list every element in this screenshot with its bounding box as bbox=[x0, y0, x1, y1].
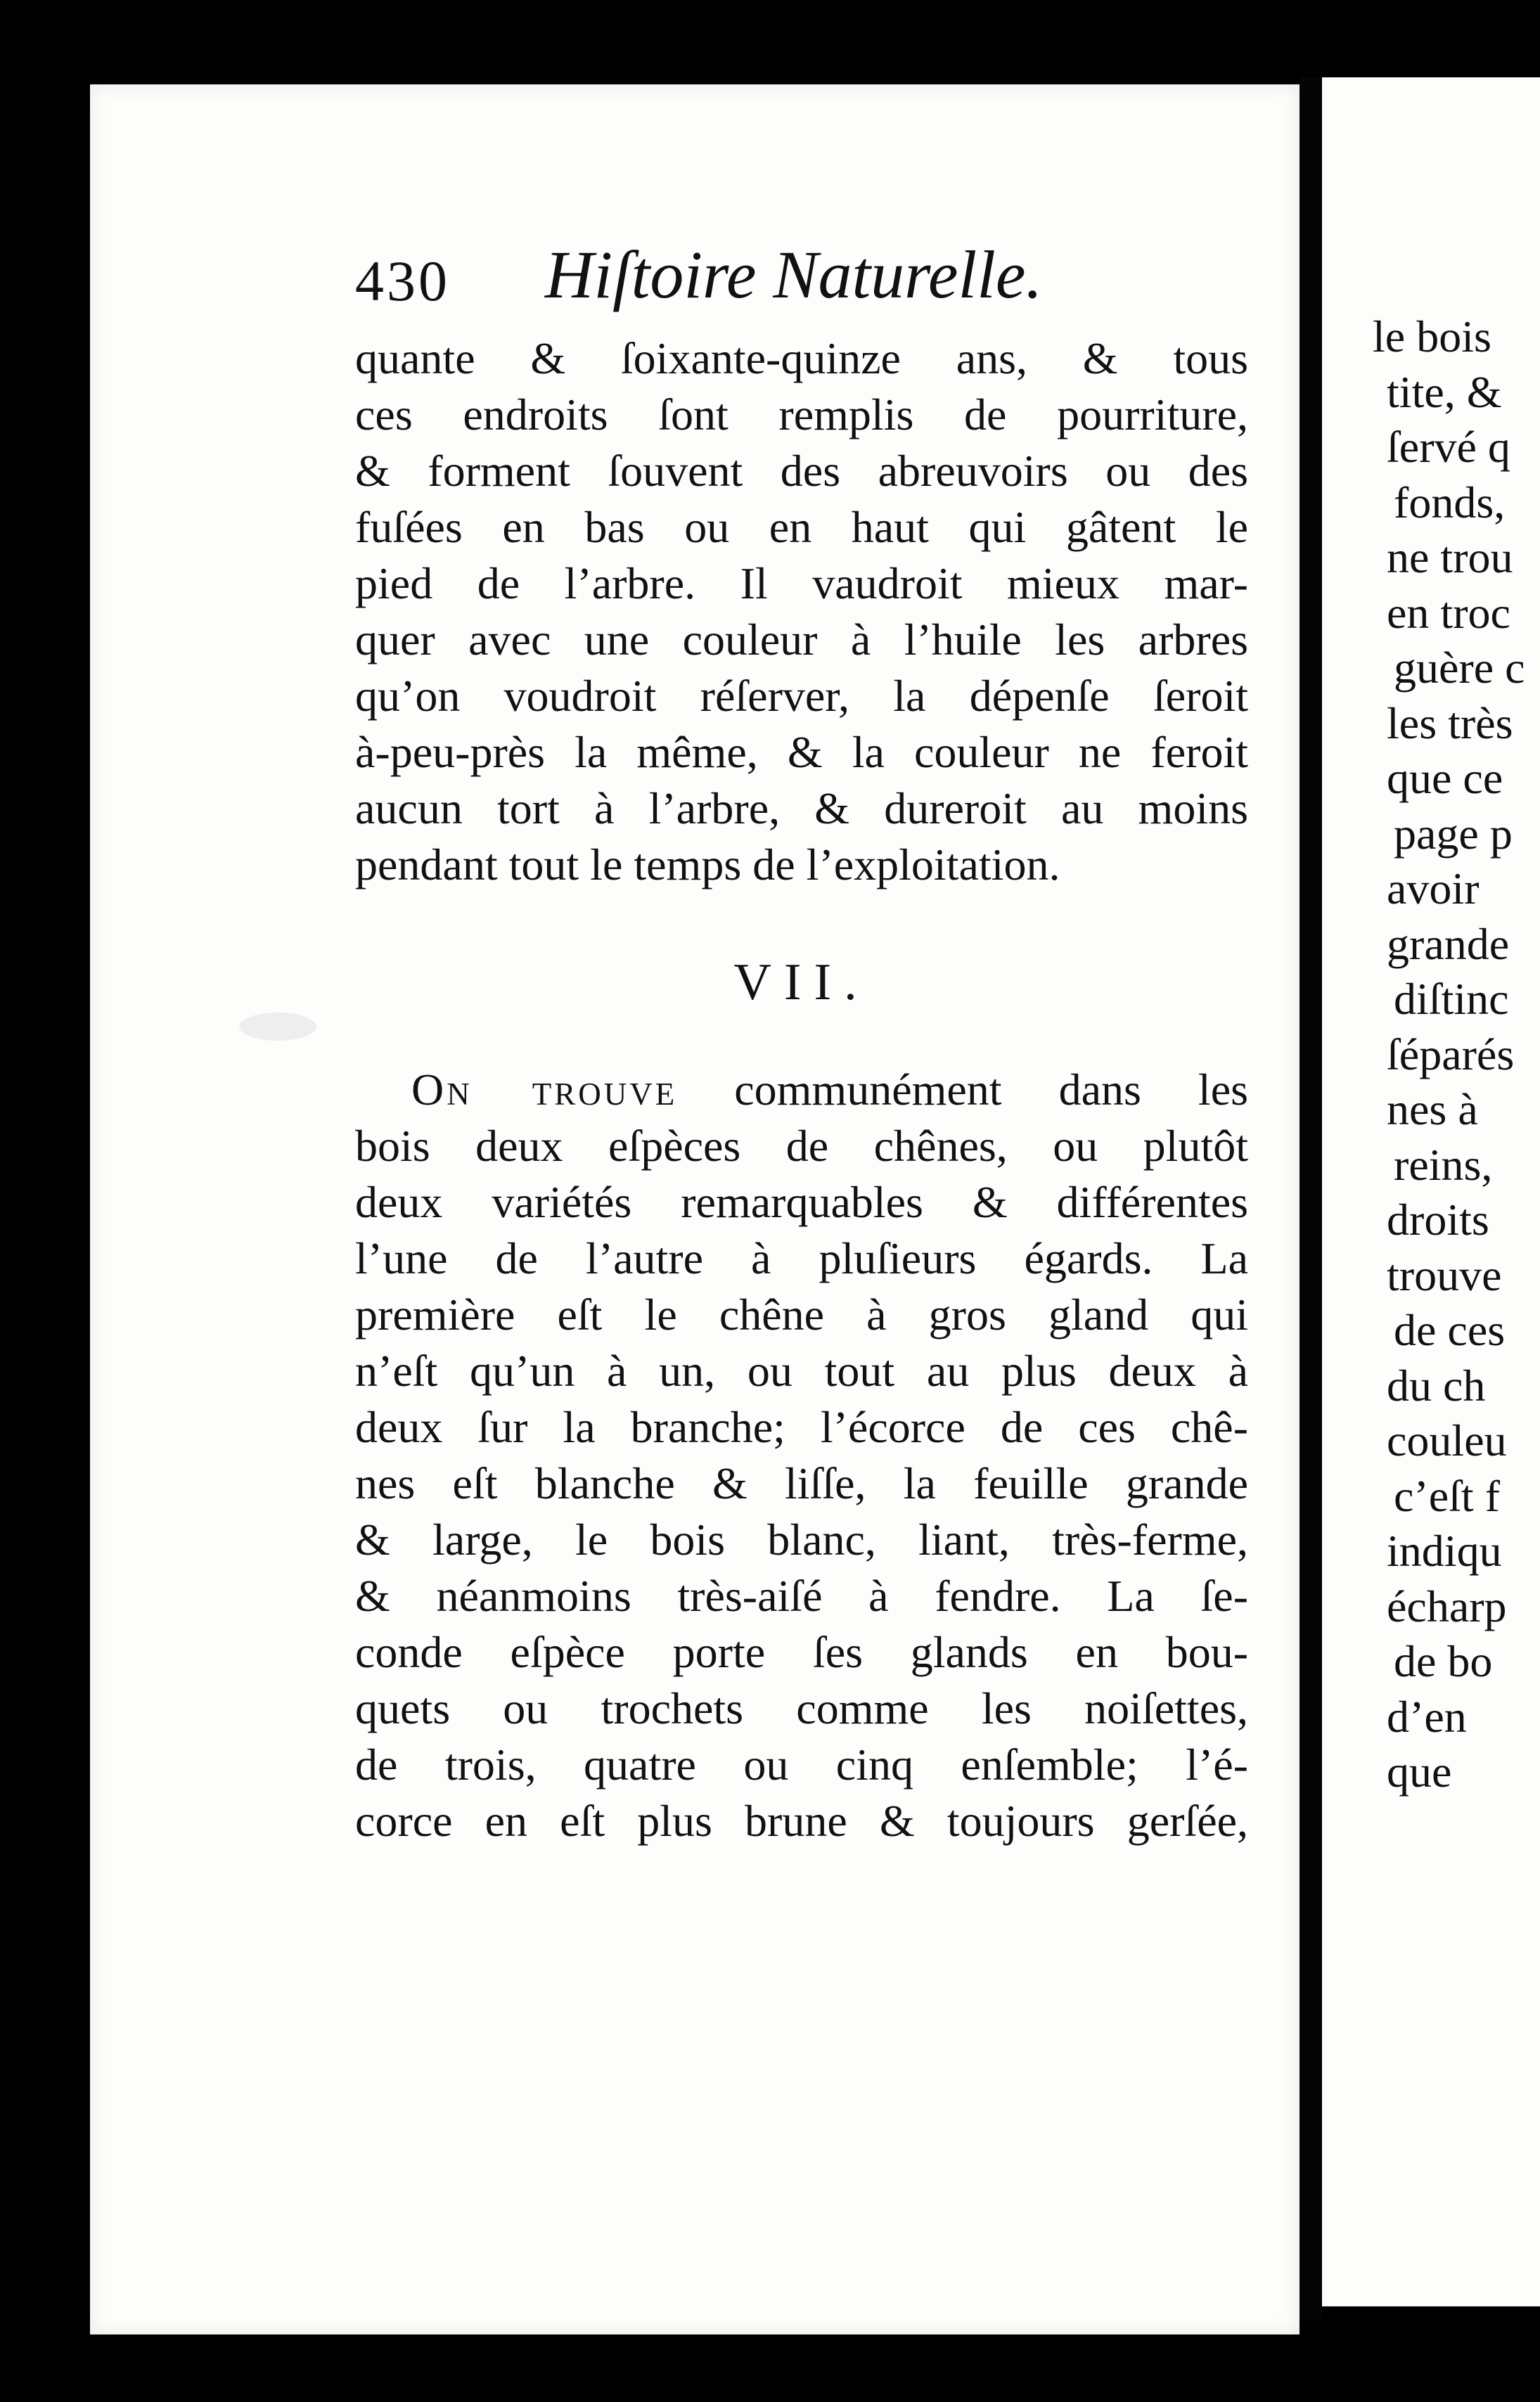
text-line: à-peu-près la même, & la couleur ne feroit bbox=[355, 727, 1248, 777]
text-line: & forment ſouvent des abreuvoirs ou des bbox=[355, 446, 1248, 496]
right-page-line: c’eſt f bbox=[1394, 1470, 1500, 1521]
text-line: quer avec une couleur à l’huile les arbres bbox=[355, 615, 1248, 664]
right-page-line: en troc bbox=[1387, 587, 1510, 638]
text-line: première eſt le chêne à gros gland qui bbox=[355, 1290, 1248, 1340]
lead-words: On trouve bbox=[411, 1065, 678, 1115]
paragraph-section-vii bbox=[355, 1062, 1248, 1849]
text-line: l’une de l’autre à pluſieurs égards. La bbox=[355, 1233, 1248, 1283]
text-line: de trois, quatre ou cinq enſemble; l’é- bbox=[355, 1740, 1248, 1790]
right-page-line: nes à bbox=[1387, 1084, 1478, 1134]
running-title: Hiſtoire Naturelle. bbox=[545, 237, 1043, 312]
text-line: qu’on voudroit réſerver, la dépenſe ſeroit bbox=[355, 671, 1248, 721]
right-page bbox=[1322, 77, 1540, 2306]
text-line: & néanmoins très-aiſé à fendre. La ſe- bbox=[355, 1571, 1248, 1621]
section-heading: VII. bbox=[733, 953, 870, 1011]
right-page-line: indiqu bbox=[1387, 1526, 1502, 1576]
first-line-rest: communément dans les bbox=[677, 1065, 1249, 1115]
right-page-line: ſéparés bbox=[1387, 1029, 1515, 1079]
text-line: conde eſpèce porte ſes glands en bou- bbox=[355, 1627, 1248, 1677]
text-line: corce en eſt plus brune & toujours gerſée, bbox=[355, 1796, 1248, 1846]
paragraph-continued bbox=[355, 330, 1248, 893]
text-line: pied de l’arbre. Il vaudroit mieux mar- bbox=[355, 558, 1248, 608]
right-page-line: couleu bbox=[1387, 1415, 1507, 1465]
page-header bbox=[355, 236, 1058, 334]
page-number: 430 bbox=[355, 249, 450, 313]
text-line: & large, le bois blanc, liant, très-ferme, bbox=[355, 1515, 1248, 1565]
text-line: n’eſt qu’un à un, ou tout au plus deux à bbox=[355, 1346, 1248, 1396]
right-page-line: avoir bbox=[1387, 863, 1480, 913]
right-page-text-fragments bbox=[1373, 309, 1525, 1800]
text-line: deux variétés remarquables & différentes bbox=[355, 1177, 1248, 1227]
text-line: pendant tout le temps de l’exploitation. bbox=[355, 840, 1060, 889]
right-page-line: que ce bbox=[1387, 753, 1503, 803]
right-page-line: ne trou bbox=[1387, 532, 1513, 582]
right-page-line: du ch bbox=[1387, 1360, 1486, 1411]
right-page-line: grande bbox=[1387, 918, 1510, 969]
text-line: aucun tort à l’arbre, & dureroit au moins bbox=[355, 783, 1248, 833]
right-page-line: écharp bbox=[1387, 1581, 1507, 1631]
text-line: quante & ſoixante-quinze ans, & tous bbox=[355, 333, 1248, 383]
right-page-line: que bbox=[1387, 1747, 1452, 1797]
paper-stain bbox=[239, 1013, 316, 1041]
text-line-first bbox=[355, 1062, 1248, 1118]
right-page-line: ſervé q bbox=[1387, 422, 1510, 472]
text-line: fuſées en bas ou en haut qui gâtent le bbox=[355, 502, 1248, 552]
right-page-line: page p bbox=[1394, 808, 1513, 859]
right-page-line: d’en bbox=[1387, 1691, 1467, 1742]
text-line: bois deux eſpèces de chênes, ou plutôt bbox=[355, 1121, 1248, 1171]
text-line: quets ou trochets comme les noiſettes, bbox=[355, 1683, 1248, 1733]
text-line: nes eſt blanche & liſſe, la feuille grande bbox=[355, 1458, 1248, 1508]
text-line: deux ſur la branche; l’écorce de ces chê- bbox=[355, 1402, 1248, 1452]
right-page-line: le bois bbox=[1373, 312, 1491, 361]
right-page-line: diſtinc bbox=[1394, 974, 1509, 1024]
right-page-line: guère c bbox=[1394, 643, 1525, 693]
book-gutter bbox=[1300, 77, 1322, 2320]
right-page-line: reins, bbox=[1394, 1139, 1493, 1190]
right-page-line: trouve bbox=[1387, 1250, 1502, 1300]
right-page-line: fonds, bbox=[1394, 477, 1506, 527]
right-page-line: de ces bbox=[1394, 1305, 1506, 1355]
text-line: ces endroits ſont remplis de pourriture, bbox=[355, 390, 1248, 439]
right-page-line: les très bbox=[1387, 698, 1513, 748]
right-page-line: tite, & bbox=[1387, 366, 1502, 417]
right-page-line: droits bbox=[1387, 1195, 1489, 1245]
right-page-line: de bo bbox=[1394, 1636, 1493, 1686]
